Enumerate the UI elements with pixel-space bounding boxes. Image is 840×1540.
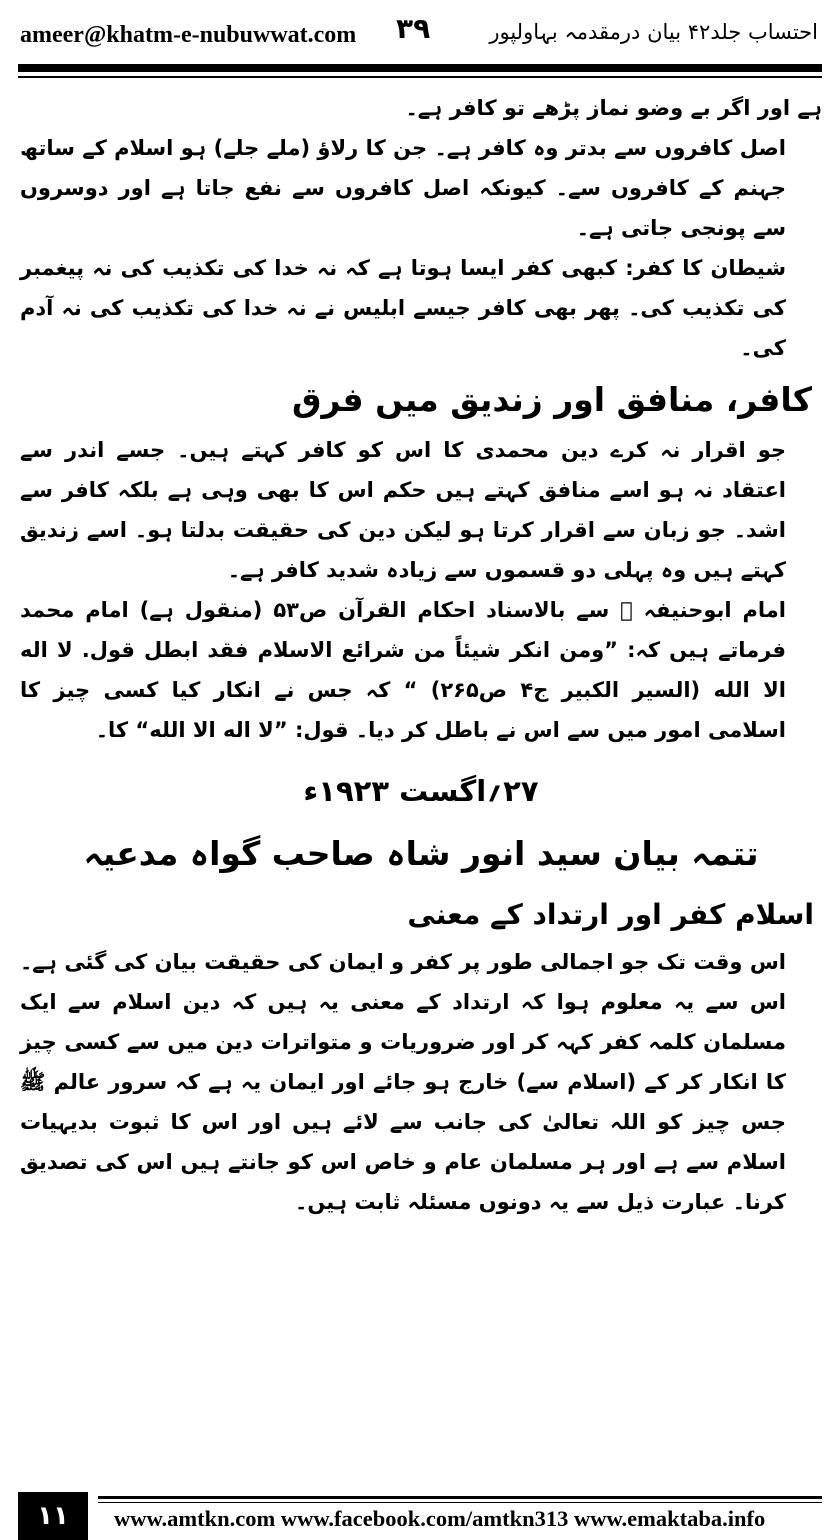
paragraph-2: اصل کافروں سے بدتر وہ کافر ہے۔ جن کا رلاؤ (ملے جلے) ہو اسلام کے ساتھ جہنم کے کافروں سے۔ کیونکہ اصل کافروں سے نفع جاتا ہے اور دوسروں سے پونجی جاتی ہے۔ bbox=[20, 136, 786, 240]
header-rule-thin bbox=[18, 76, 822, 78]
header-page-number: ۳۹ bbox=[396, 12, 431, 45]
date-heading: ۲۷؍اگست ۱۹۲۳ء bbox=[303, 774, 539, 808]
page-footer bbox=[18, 1496, 822, 1540]
page-content bbox=[20, 88, 822, 1462]
footer-page-box: ۱۱ bbox=[18, 1492, 88, 1540]
paragraph-6: اس وقت تک جو اجمالی طور پر کفر و ایمان کی حقیقت بیان کی گئی ہے۔ اس سے یہ معلوم ہوا کہ ارتداد کے معنی یہ ہیں کہ دین اسلام سے ایک مسلمان کلمہ کفر کہہ کر اور ضروریات و متواترات دین میں سے کسی چیز کا انکار کر کے (اسلام سے) خارج ہو جائے اور ایمان یہ ہے کہ سرور عالم ﷺ جس چیز کو اللہ تعالیٰ کی جانب سے لائے ہیں اور اس کا ثبوت بدیہیات اسلام سے ہے اور ہر مسلمان عام و خاص اس کو جانتے ہیں اس کی تصدیق کرنا۔ عبارت ذیل سے یہ دونوں مسئلہ ثابت ہیں۔ bbox=[20, 950, 786, 1214]
arabic-kalima: لا اله الا الله bbox=[149, 718, 274, 742]
footer-links[interactable]: www.amtkn.com www.facebook.com/amtkn313 www.emaktaba.info bbox=[114, 1506, 766, 1531]
header-email[interactable]: ameer@khatm-e-nubuwwat.com bbox=[20, 22, 357, 48]
section-heading-tatimma: تتمہ بیان سید انور شاہ صاحب گواہ مدعیہ bbox=[83, 834, 759, 873]
header-book-title: احتساب جلد۴۲ بیان درمقدمہ بہاولپور bbox=[489, 20, 818, 44]
paragraph-5 bbox=[20, 590, 822, 750]
paragraph-4: جو اقرار نہ کرے دین محمدی کا اس کو کافر کہتے ہیں۔ جسے اندر سے اعتقاد نہ ہو اسے منافق کہتے ہیں حکم اس کا بھی وہی ہے بلکہ کافر سے اشد۔ جو زبان سے اقرار کرتا ہو لیکن دین کی حقیقت بدلتا ہو۔ اسے زندیق کہتے ہیں وہ پہلی دو قسموں سے زیادہ شدید کافر ہے۔ bbox=[20, 438, 786, 582]
paragraph-3: شیطان کا کفر: کبھی کفر ایسا ہوتا ہے کہ نہ خدا کی تکذیب کی نہ پیغمبر کی تکذیب کی۔ پھر بھی کافر جیسے ابلیس نے نہ خدا کی تکذیب کی نہ آدم کی۔ bbox=[20, 256, 786, 360]
header-rule-thick bbox=[18, 64, 822, 72]
footer-rule bbox=[98, 1496, 822, 1499]
page-header bbox=[18, 0, 822, 62]
arabic-quote: ومن انکر شیئاً من شرائع الاسلام فقد ابطل قول. لا اله الا الله bbox=[20, 638, 786, 702]
paragraph-5-text-a: امام ابوحنیفہ ﷫ سے بالاسناد احکام القرآن ص۵۳ (منقول ہے) امام محمد فرماتے ہیں کہ: ” bbox=[20, 598, 786, 662]
footer-rule-thin bbox=[98, 1502, 822, 1503]
paragraph-5-text-c: “ کا۔ bbox=[95, 718, 150, 742]
subheading-islam-kufr-irtidad: اسلام کفر اور ارتداد کے معنی bbox=[407, 898, 814, 931]
paragraph-1: ہے اور اگر بے وضو نماز پڑھے تو کافر ہے۔ bbox=[405, 96, 822, 120]
section-heading-kafir-munafiq-zindiq: کافر، منافق اور زندیق میں فرق bbox=[292, 380, 812, 419]
paragraph-5-text-b: (السیر الکبیر ج۴ ص۲۶۵) “ کہ جس نے انکار کیا کسی چیز کا اسلامی امور میں سے اس نے باطل کر دیا۔ قول: ” bbox=[20, 678, 786, 742]
